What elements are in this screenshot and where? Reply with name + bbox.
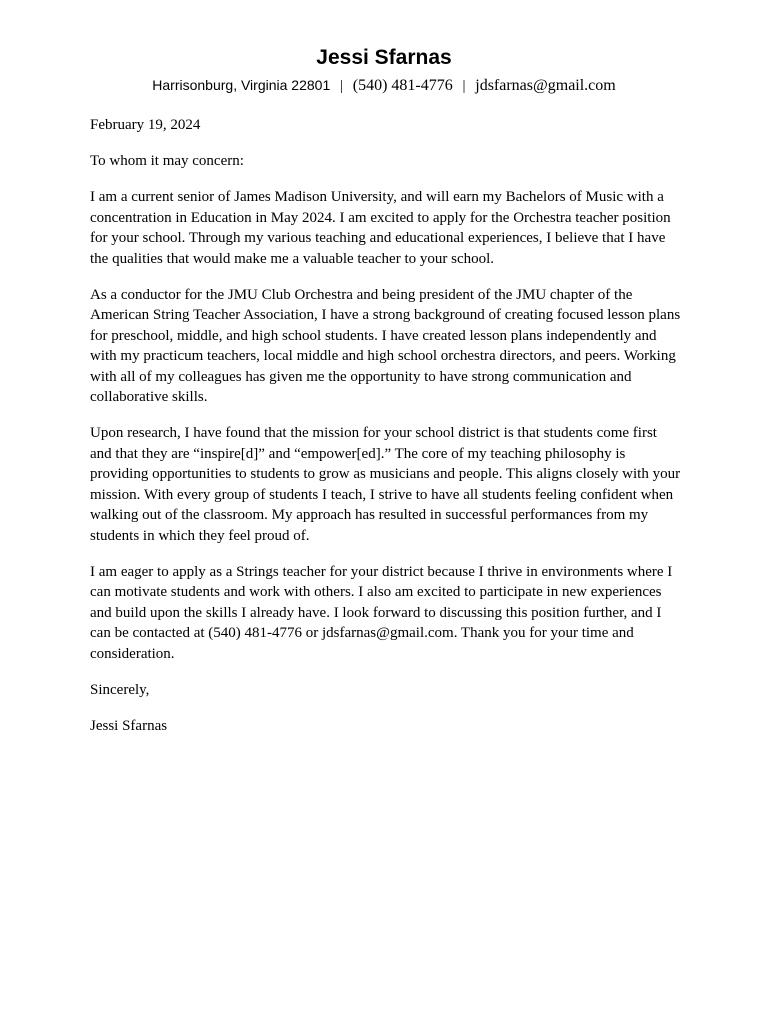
contact-line	[0, 75, 768, 96]
salutation: To whom it may concern:	[90, 153, 244, 169]
email-address: jdsfarnas@gmail.com	[475, 77, 616, 94]
paragraph-intro: I am a current senior of James Madison University, and will earn my Bachelors of Music with a concentration in Education in May 2024. I am excited to apply for the Orchestra teacher position for your school. Through my various teaching and educational experiences, I believe that I have the qualities that would make me a valuable teacher to your school.	[90, 189, 671, 267]
letter-date: February 19, 2024	[90, 117, 201, 133]
paragraph-experience: As a conductor for the JMU Club Orchestra and being president of the JMU chapter of the American String Teacher Association, I have a strong background of creating focused lesson plans for preschool, middle, and high school students. I have created lesson plans independently and with my practicum teachers, local middle and high school orchestra directors, and peers. Working with all of my colleagues has given me the opportunity to have strong communication and collaborative skills.	[90, 286, 681, 405]
separator: |	[462, 78, 466, 94]
address: Harrisonburg, Virginia 22801	[152, 77, 331, 93]
paragraph-mission: Upon research, I have found that the mission for your school district is that students come first and that they are “inspire[d]” and “empower[ed].” The core of my teaching philosophy is providing opportunities to students to grow as musicians and people. This aligns closely with your mission. With every group of students I teach, I strive to have all students feeling confident when walking out of the classroom. My approach has resulted in successful performances from my students in which they feel proud of.	[90, 425, 681, 544]
separator: |	[339, 78, 343, 94]
phone-number: (540) 481-4776	[352, 77, 453, 94]
letter-body	[90, 115, 682, 752]
letter-header	[0, 44, 768, 96]
signature: Jessi Sfarnas	[90, 717, 168, 734]
paragraph-closing: I am eager to apply as a Strings teacher for your district because I thrive in environments where I can motivate students and work with others. I also am excited to participate in new experiences and build upon the skills I already have. I look forward to discussing this position further, and I can be contacted at (540) 481-4776 or jdsfarnas@gmail.com. Thank you for your time and consideration.	[90, 563, 673, 662]
applicant-name: Jessi Sfarnas	[316, 46, 452, 69]
closing: Sincerely,	[90, 681, 150, 698]
